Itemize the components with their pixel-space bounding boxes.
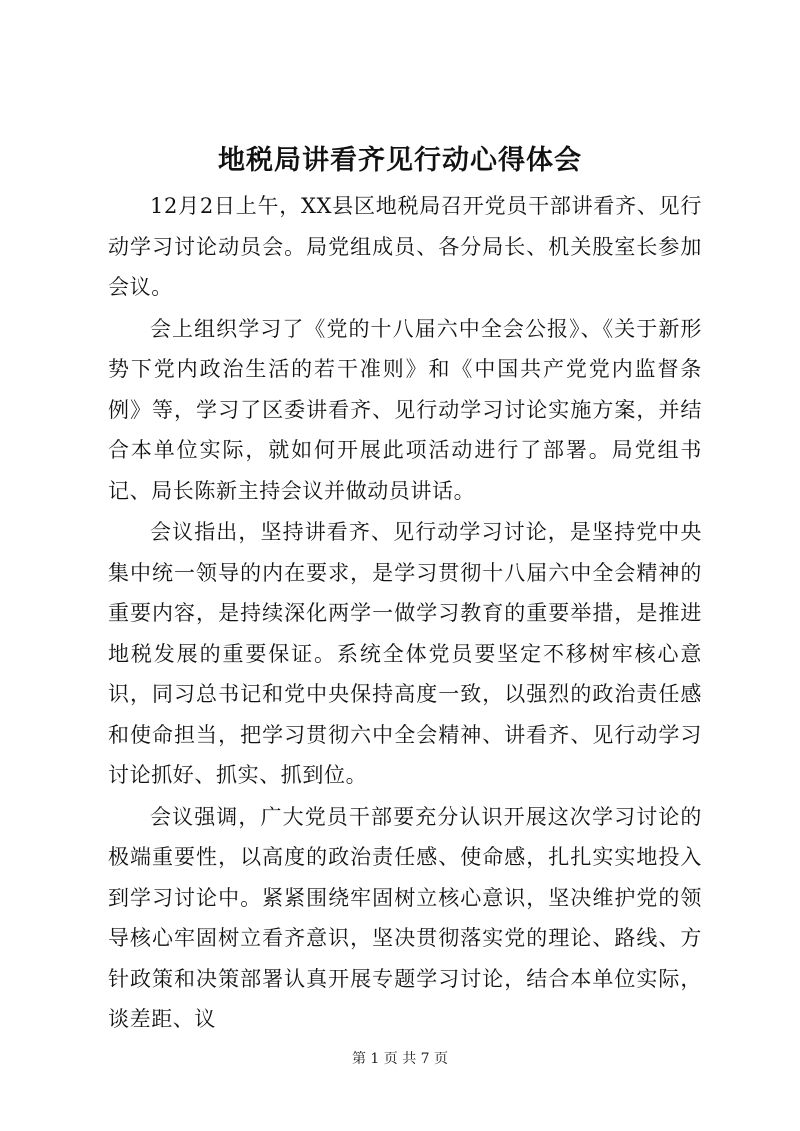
page-footer: 第 1 页 共 7 页 <box>351 1051 449 1067</box>
paragraph-4: 会议强调，广大党员干部要充分认识开展这次学习讨论的极端重要性，以高度的政治责任感、使命感，扎扎实实地投入到学习讨论中。紧紧围绕牢固树立核心意识，坚决维护党的领导核心牢固树立看齐意识，坚决贯彻落实党的理论、路线、方针政策和决策部署认真开展专题学习讨论，结合本单位实际，谈差距、议 <box>108 804 702 1031</box>
paragraph-1: 12月2日上午，XX县区地税局召开党员干部讲看齐、见行动学习讨论动员会。局党组成员、各分局长、机关股室长参加会议。 <box>108 194 702 299</box>
paragraph-3: 会议指出，坚持讲看齐、见行动学习讨论，是坚持党中央集中统一领导的内在要求，是学习贯彻十八届六中全会精神的重要内容，是持续深化两学一做学习教育的重要举措，是推进地税发展的重要保证。系统全体党员要坚定不移树牢核心意识，同习总书记和党中央保持高度一致，以强烈的政治责任感和使命担当，把学习贯彻六中全会精神、讲看齐、见行动学习讨论抓好、抓实、抓到位。 <box>108 520 702 787</box>
document-title: 地税局讲看齐见行动心得体会 <box>218 145 582 176</box>
document-body <box>108 186 702 1040</box>
paragraph-2: 会上组织学习了《党的十八届六中全会公报》、《关于新形势下党内政治生活的若干准则》和《中国共产党党内监督条例》等，学习了区委讲看齐、见行动学习讨论实施方案，并结合本单位实际，就如何开展此项活动进行了部署。局党组书记、局长陈新主持会议并做动员讲话。 <box>108 316 702 503</box>
